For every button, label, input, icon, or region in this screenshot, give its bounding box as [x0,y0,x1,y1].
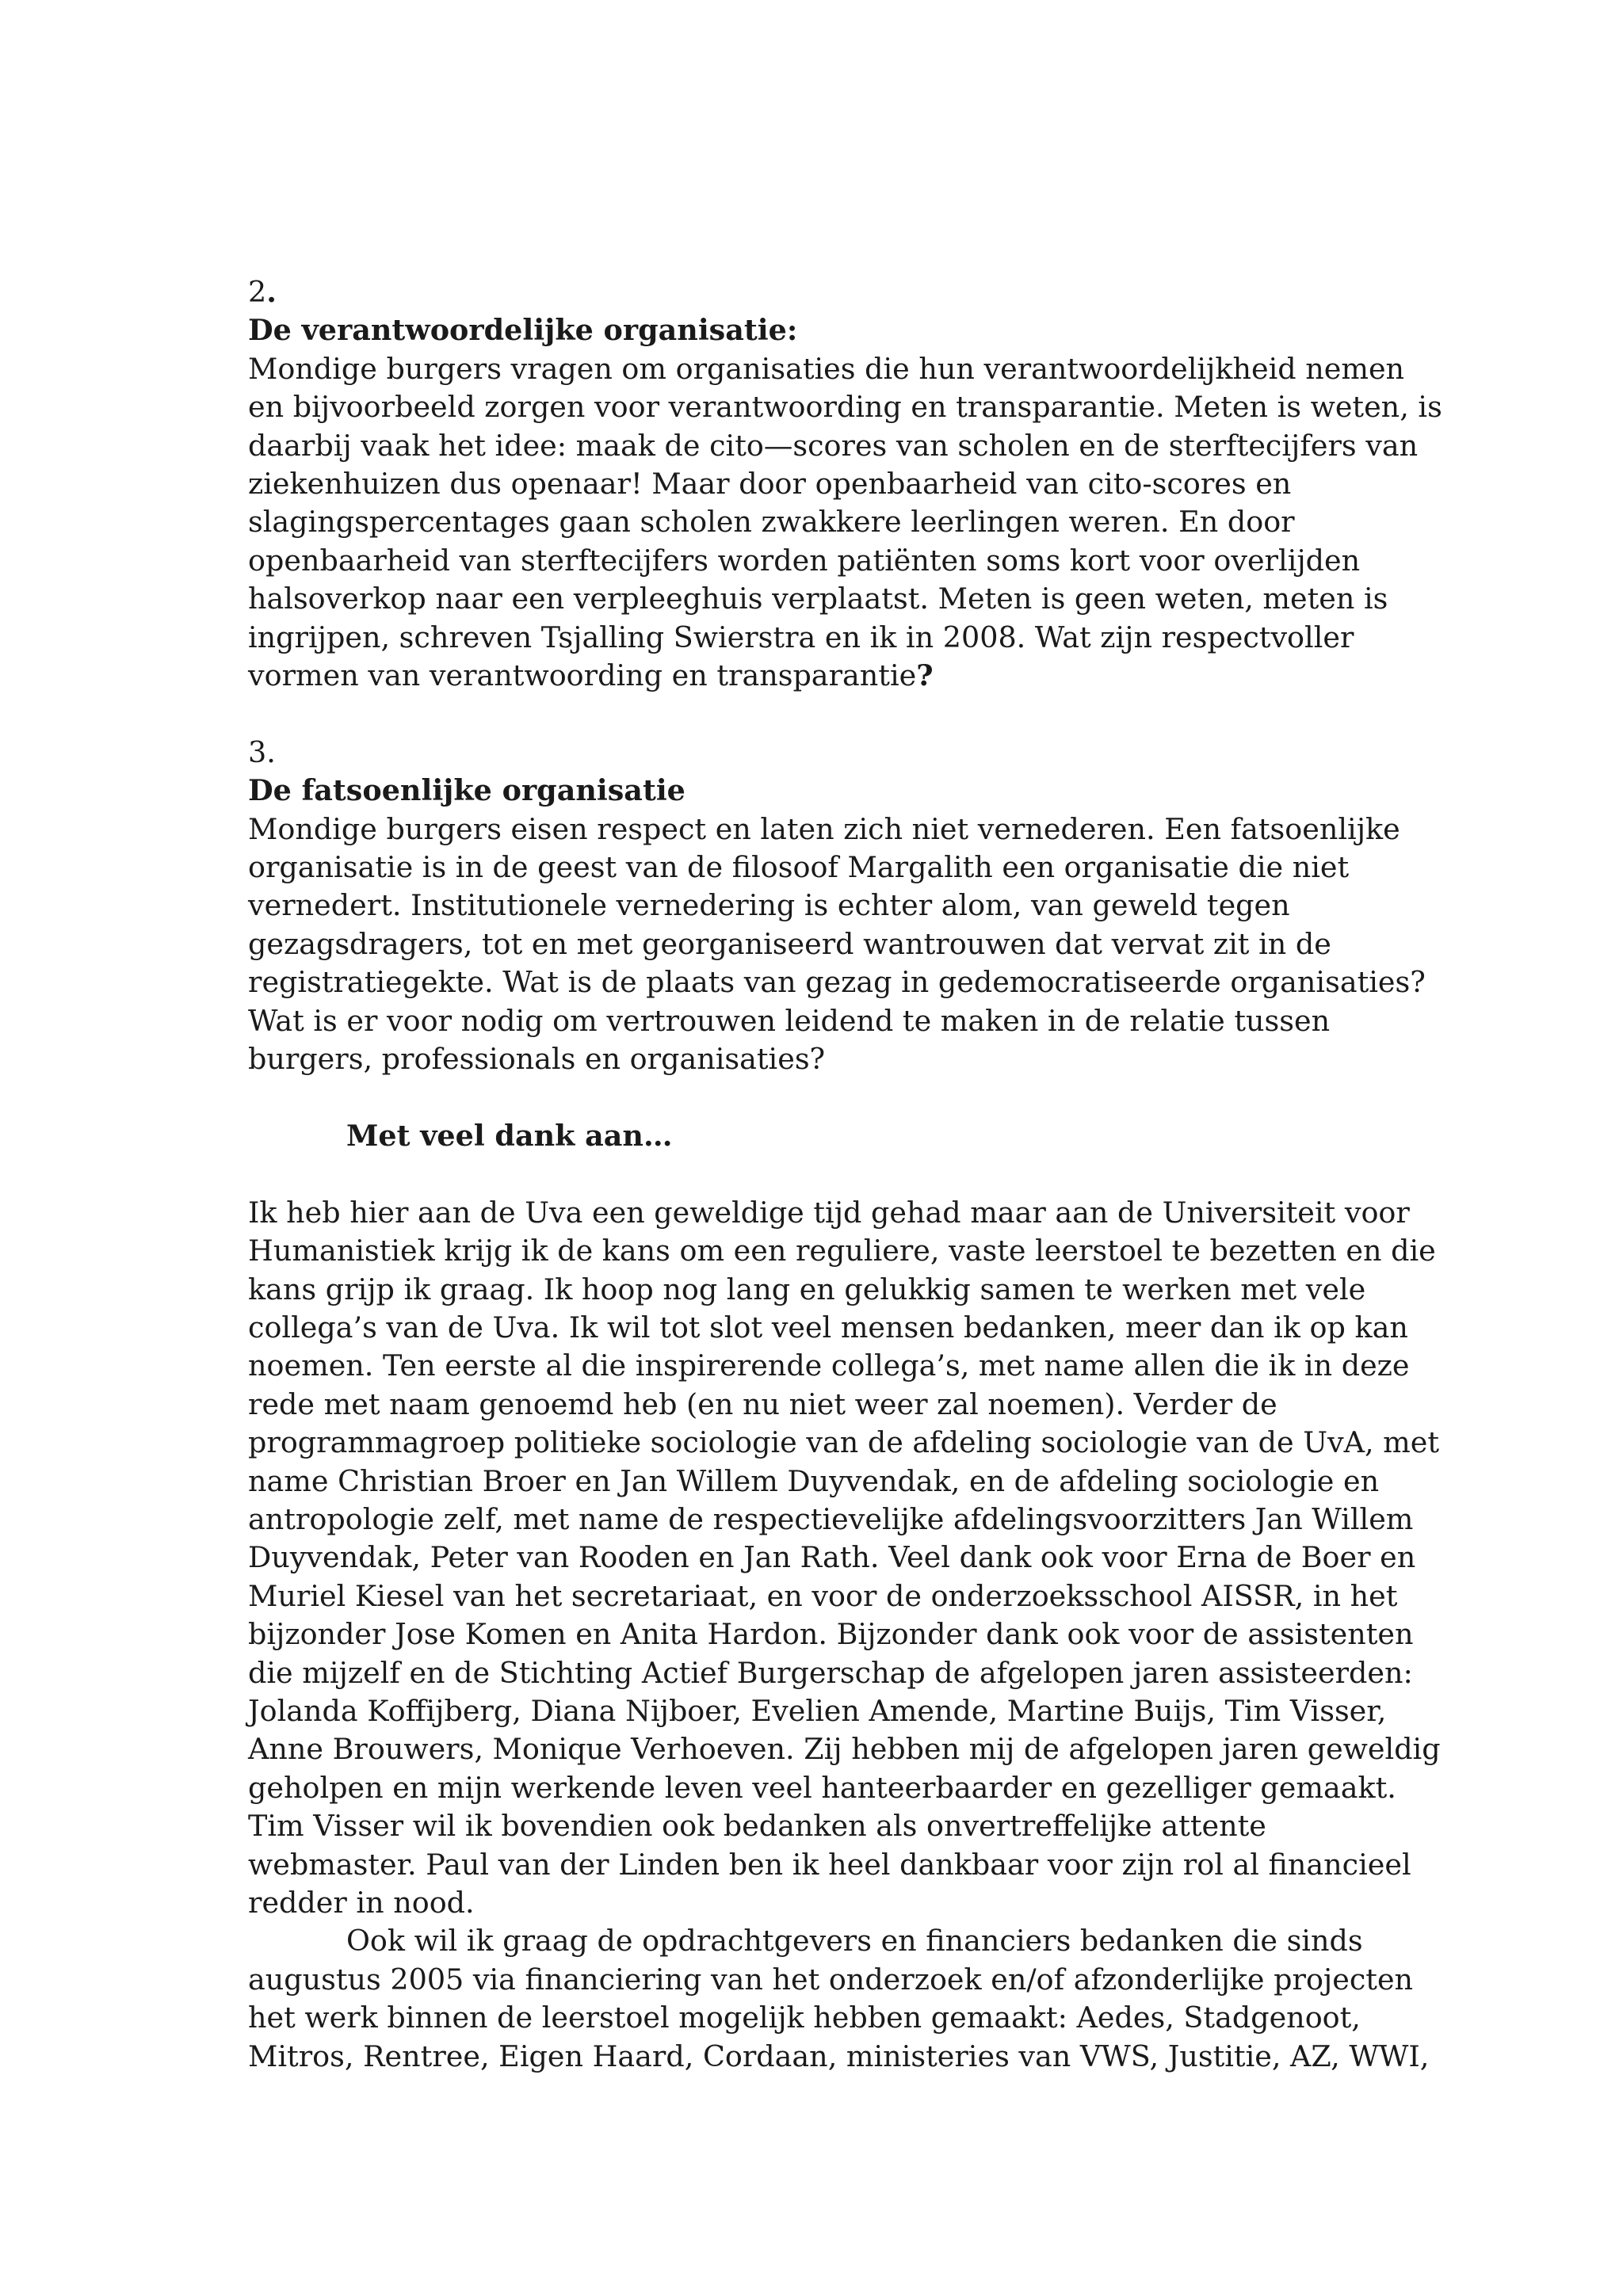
paragraph-line: ziekenhuizen dus openaar! Maar door openbaarheid van cito-scores en [248,467,1292,502]
paragraph-line: Ik heb hier aan de Uva een geweldige tijd gehad maar aan de Universiteit voor [248,1195,1410,1230]
paragraph-line: kans grijp ik graag. Ik hoop nog lang en gelukkig samen te werken met vele [248,1272,1366,1306]
document-body [248,273,1442,2076]
paragraph-line: webmaster. Paul van der Linden ben ik heel dankbaar voor zijn rol al financieel [248,1847,1411,1882]
paragraph-line: redder in nood. [248,1886,475,1920]
paragraph-line: programmagroep politieke sociologie van de afdeling sociologie van de UvA, met [248,1425,1440,1460]
paragraph-line: bijzonder Jose Komen en Anita Hardon. Bijzonder dank ook voor de assistenten [248,1617,1414,1652]
paragraph-line: openbaarheid van sterftecijfers worden patiënten soms kort voor overlijden [248,543,1361,578]
paragraph-line: gezagsdragers, tot en met georganiseerd wantrouwen dat vervat zit in de [248,926,1331,961]
paragraph-line: slagingspercentages gaan scholen zwakkere leerlingen weren. En door [248,505,1295,540]
paragraph-line: die mijzelf en de Stichting Actief Burgerschap de afgelopen jaren assisteerden: [248,1655,1413,1690]
section-2-heading: De verantwoordelijke organisatie: [248,313,798,348]
paragraph-line: vernedert. Institutionele vernedering is echter alom, van geweld tegen [248,888,1290,923]
paragraph-line: het werk binnen de leerstoel mogelijk hebben gemaakt: Aedes, Stadgenoot, [248,2000,1361,2035]
paragraph-line: rede met naam genoemd heb (en nu niet weer zal noemen). Verder de [248,1386,1277,1421]
paragraph-line: ingrijpen, schreven Tsjalling Swierstra en ik in 2008. Wat zijn respectvoller [248,620,1354,654]
paragraph-line: Humanistiek krijg ik de kans om een reguliere, vaste leerstoel te bezetten en die [248,1234,1436,1268]
paragraph-line: augustus 2005 via financiering van het onderzoek en/of afzonderlijke projecten [248,1962,1414,1997]
paragraph-line: geholpen en mijn werkende leven veel hanteerbaarder en gezelliger gemaakt. [248,1770,1396,1805]
paragraph-line: registratiegekte. Wat is de plaats van gezag in gedemocratiseerde organisaties? [248,965,1426,1000]
paragraph-line: Mitros, Rentree, Eigen Haard, Cordaan, ministeries van VWS, Justitie, AZ, WWI, [248,2039,1430,2073]
paragraph-line: halsoverkop naar een verpleeghuis verplaatst. Meten is geen weten, meten is [248,582,1388,616]
paragraph-line: name Christian Broer en Jan Willem Duyvendak, en de afdeling sociologie en [248,1463,1380,1498]
paragraph-line: Duyvendak, Peter van Rooden en Jan Rath. Veel dank ook voor Erna de Boer en [248,1540,1416,1575]
paragraph-line: collega’s van de Uva. Ik wil tot slot veel mensen bedanken, meer dan ik op kan [248,1310,1408,1344]
spacer [248,1155,1389,1193]
paragraph-line: Anne Brouwers, Monique Verhoeven. Zij hebben mij de afgelopen jaren geweldig [248,1732,1441,1767]
paragraph-line: organisatie is in de geest van de filosoof Margalith een organisatie die niet [248,850,1350,885]
paragraph-line: antropologie zelf, met name de respectievelijke afdelingsvoorzitters Jan Willem [248,1501,1414,1536]
thanks-heading: Met veel dank aan… [346,1118,673,1153]
paragraph-line: burgers, professionals en organisaties? [248,1042,826,1077]
spacer [248,1079,1389,1117]
spacer [248,695,1389,733]
paragraph-line: daarbij vaak het idee: maak de cito—scores van scholen en de sterftecijfers van [248,428,1419,463]
paragraph-line: en bijvoorbeeld zorgen voor verantwoording en transparantie. Meten is weten, is [248,390,1442,425]
section-2-number: 2. [248,275,277,309]
paragraph-line: noemen. Ten eerste al die inspirerende collega’s, met name allen die ik in deze [248,1348,1410,1383]
thanks-paragraph-2 [248,1922,1430,2076]
paragraph-line: Jolanda Koffijberg, Diana Nijboer, Evelien Amende, Martine Buijs, Tim Visser, [248,1693,1387,1728]
paragraph-line: Wat is er voor nodig om vertrouwen leidend te maken in de relatie tussen [248,1003,1331,1038]
section-3-heading: De fatsoenlijke organisatie [248,773,685,808]
section-3 [248,734,1426,1079]
paragraph-line: vormen van verantwoording en transparantie? [248,658,934,693]
paragraph-line: Muriel Kiesel van het secretariaat, en voor de onderzoeksschool AISSR, in het [248,1578,1398,1613]
paragraph-line: Tim Visser wil ik bovendien ook bedanken als onvertreffelijke attente [248,1809,1266,1844]
paragraph-line: Mondige burgers eisen respect en laten zich niet vernederen. Een fatsoenlijke [248,811,1400,846]
section-3-number: 3. [248,734,276,769]
paragraph-line: Ook wil ik graag de opdrachtgevers en financiers bedanken die sinds [346,1924,1363,1958]
paragraph-line: Mondige burgers vragen om organisaties die hun verantwoordelijkheid nemen [248,351,1405,386]
thanks-paragraph-1 [248,1194,1441,1923]
section-2 [248,273,1442,695]
